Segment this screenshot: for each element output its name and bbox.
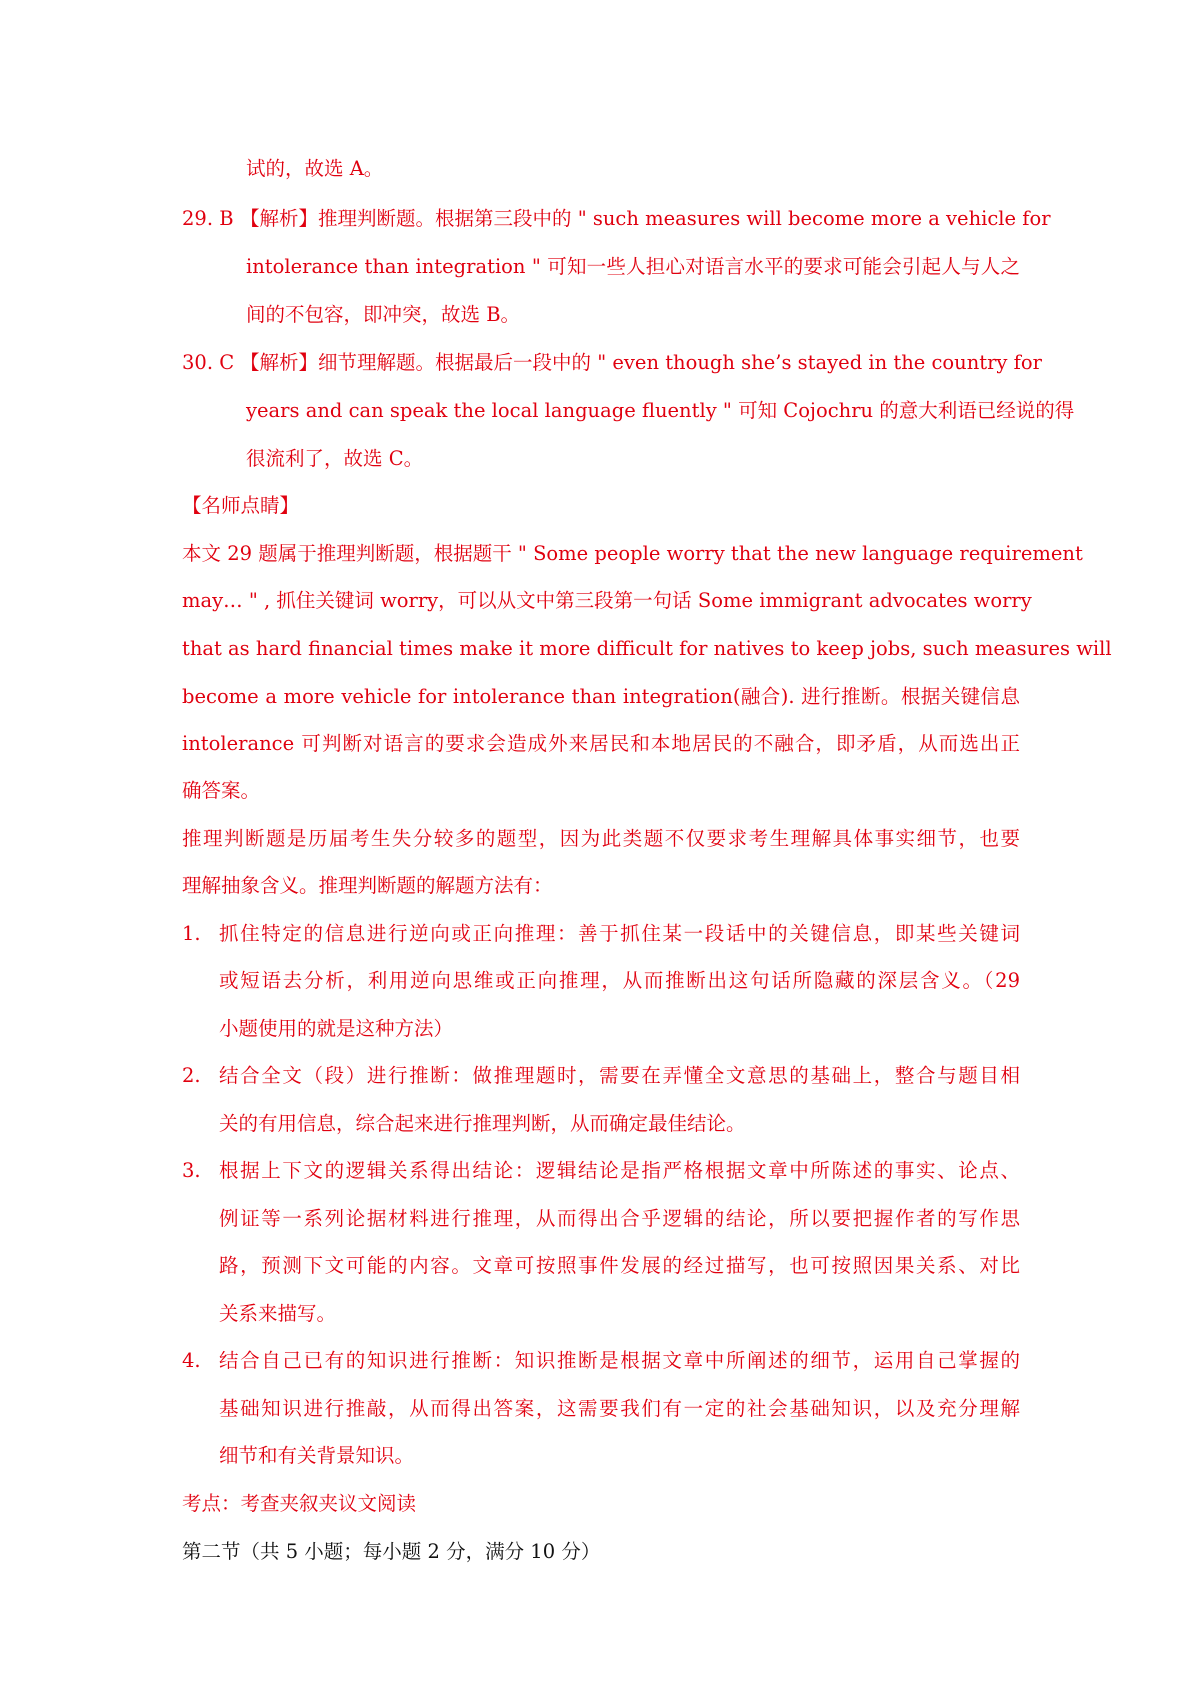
method-4-line-2: 基础知识进行推敲，从而得出答案，这需要我们有一定的社会基础知识，以及充分理解 <box>219 1397 1020 1420</box>
tips-para1-line-3: that as hard financial times make it more difficult for natives to keep jobs, such measures will <box>182 637 1112 660</box>
answer-29-line-2: intolerance than integration " 可知一些人担心对语言水平的要求可能会引起人与人之 <box>246 255 1020 278</box>
method-1-line-3: 小题使用的就是这种方法） <box>219 1017 454 1040</box>
tips-para1-line-1: 本文 29 题属于推理判断题，根据题干 " Some people worry that the new language requirement <box>182 542 1083 565</box>
answer-30-line-2: years and can speak the local language fluently " 可知 Cojochru 的意大利语已经说的得 <box>246 399 1075 422</box>
answer-29-line-3: 间的不包容，即冲突，故选 B。 <box>246 303 521 326</box>
tips-para1-line-4: become a more vehicle for intolerance than integration(融合). 进行推断。根据关键信息 <box>182 685 1020 708</box>
tips-para2-line-2: 理解抽象含义。推理判断题的解题方法有： <box>182 874 553 897</box>
tips-heading: 【名师点睛】 <box>182 494 300 517</box>
method-3-number: 3. <box>182 1159 201 1182</box>
tips-para1-line-6: 确答案。 <box>182 779 261 802</box>
section-heading: 第二节（共 5 小题；每小题 2 分，满分 10 分） <box>182 1540 601 1563</box>
method-2-line-1: 结合全文（段）进行推断：做推理题时，需要在弄懂全文意思的基础上，整合与题目相 <box>219 1064 1020 1087</box>
method-1-number: 1. <box>182 922 201 945</box>
method-2-line-2: 关的有用信息，综合起来进行推理判断，从而确定最佳结论。 <box>219 1112 746 1135</box>
method-4-line-1: 结合自己已有的知识进行推断：知识推断是根据文章中所阐述的细节，运用自己掌握的 <box>219 1349 1020 1372</box>
method-3-line-1: 根据上下文的逻辑关系得出结论：逻辑结论是指严格根据文章中所陈述的事实、论点、 <box>219 1159 1020 1182</box>
method-3-line-2: 例证等一系列论据材料进行推理，从而得出合乎逻辑的结论，所以要把握作者的写作思 <box>219 1207 1020 1230</box>
method-4-line-3: 细节和有关背景知识。 <box>219 1444 415 1467</box>
method-3-line-3: 路，预测下文可能的内容。文章可按照事件发展的经过描写，也可按照因果关系、对比 <box>219 1254 1020 1277</box>
answer-30-label: 30. C <box>182 351 235 374</box>
tips-para2-line-1: 推理判断题是历届考生失分较多的题型，因为此类题不仅要求考生理解具体事实细节，也要 <box>182 827 1020 850</box>
tips-para1-line-2: may… " , 抓住关键词 worry，可以从文中第三段第一句话 Some immigrant advocates worry <box>182 589 1032 612</box>
answer-continuation-line: 试的，故选 A。 <box>246 157 384 180</box>
method-1-line-1: 抓住特定的信息进行逆向或正向推理：善于抓住某一段话中的关键信息，即某些关键词 <box>219 922 1020 945</box>
kaodian-line: 考点：考查夹叙夹议文阅读 <box>182 1492 417 1515</box>
method-3-line-4: 关系来描写。 <box>219 1302 337 1325</box>
tips-para1-line-5: intolerance 可判断对语言的要求会造成外来居民和本地居民的不融合，即矛盾，从而选出正 <box>182 732 1020 755</box>
answer-30-line-3: 很流利了，故选 C。 <box>246 447 424 470</box>
answer-30-line-1: 【解析】细节理解题。根据最后一段中的 " even though she’s stayed in the country for <box>240 351 1042 374</box>
answer-29-label: 29. B <box>182 207 234 230</box>
method-1-line-2: 或短语去分析，利用逆向思维或正向推理，从而推断出这句话所隐藏的深层含义。（29 <box>219 969 1020 992</box>
method-4-number: 4. <box>182 1349 201 1372</box>
answer-29-line-1: 【解析】推理判断题。根据第三段中的 " such measures will become more a vehicle for <box>240 207 1051 230</box>
method-2-number: 2. <box>182 1064 201 1087</box>
